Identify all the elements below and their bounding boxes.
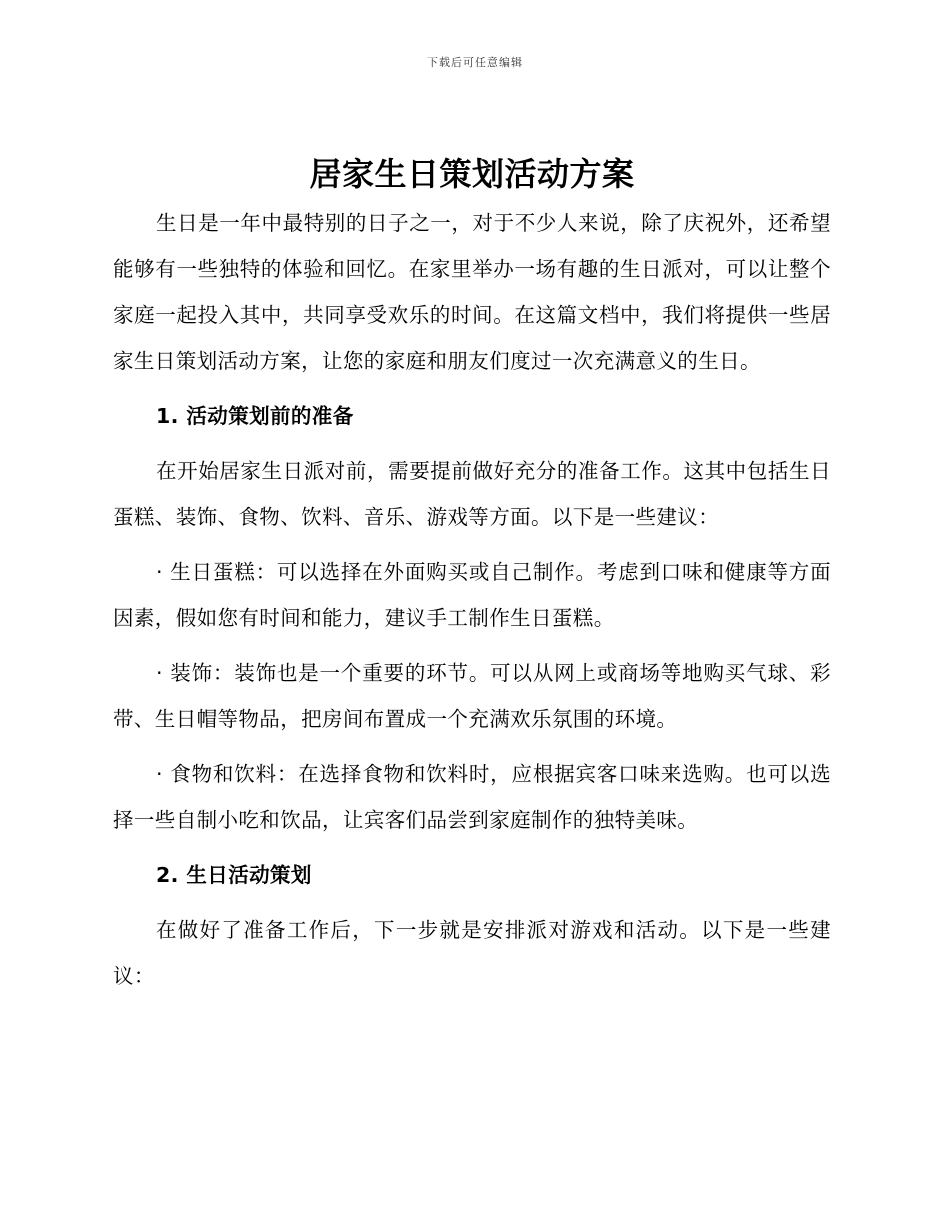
section-1-heading: 1. 活动策划前的准备 xyxy=(156,404,354,428)
bullet-item-cake: · 生日蛋糕：可以选择在外面购买或自己制作。考虑到口味和健康等方面因素，假如您有时间和能力，建议手工制作生日蛋糕。 xyxy=(113,560,831,630)
section-1-intro: 在开始居家生日派对前，需要提前做好充分的准备工作。这其中包括生日蛋糕、装饰、食物、饮料、音乐、游戏等方面。以下是一些建议： xyxy=(113,459,831,529)
section-2-intro: 在做好了准备工作后，下一步就是安排派对游戏和活动。以下是一些建议： xyxy=(113,918,831,988)
bullet-item-decoration: · 装饰：装饰也是一个重要的环节。可以从网上或商场等地购买气球、彩带、生日帽等物品，把房间布置成一个充满欢乐氛围的环境。 xyxy=(113,661,831,731)
document-body xyxy=(113,148,831,999)
document-title: 居家生日策划活动方案 xyxy=(309,155,635,193)
header-note: 下载后可任意编辑 xyxy=(427,56,523,69)
bullet-item-food-drinks: · 食物和饮料：在选择食物和饮料时，应根据宾客口味来选购。也可以选择一些自制小吃和饮品，让宾客们品尝到家庭制作的独特美味。 xyxy=(113,762,831,832)
section-2-heading: 2. 生日活动策划 xyxy=(156,863,312,887)
intro-paragraph: 生日是一年中最特别的日子之一，对于不少人来说，除了庆祝外，还希望能够有一些独特的体验和回忆。在家里举办一场有趣的生日派对，可以让整个家庭一起投入其中，共同享受欢乐的时间。在这篇文档中，我们将提供一些居家生日策划活动方案，让您的家庭和朋友们度过一次充满意义的生日。 xyxy=(113,211,831,373)
